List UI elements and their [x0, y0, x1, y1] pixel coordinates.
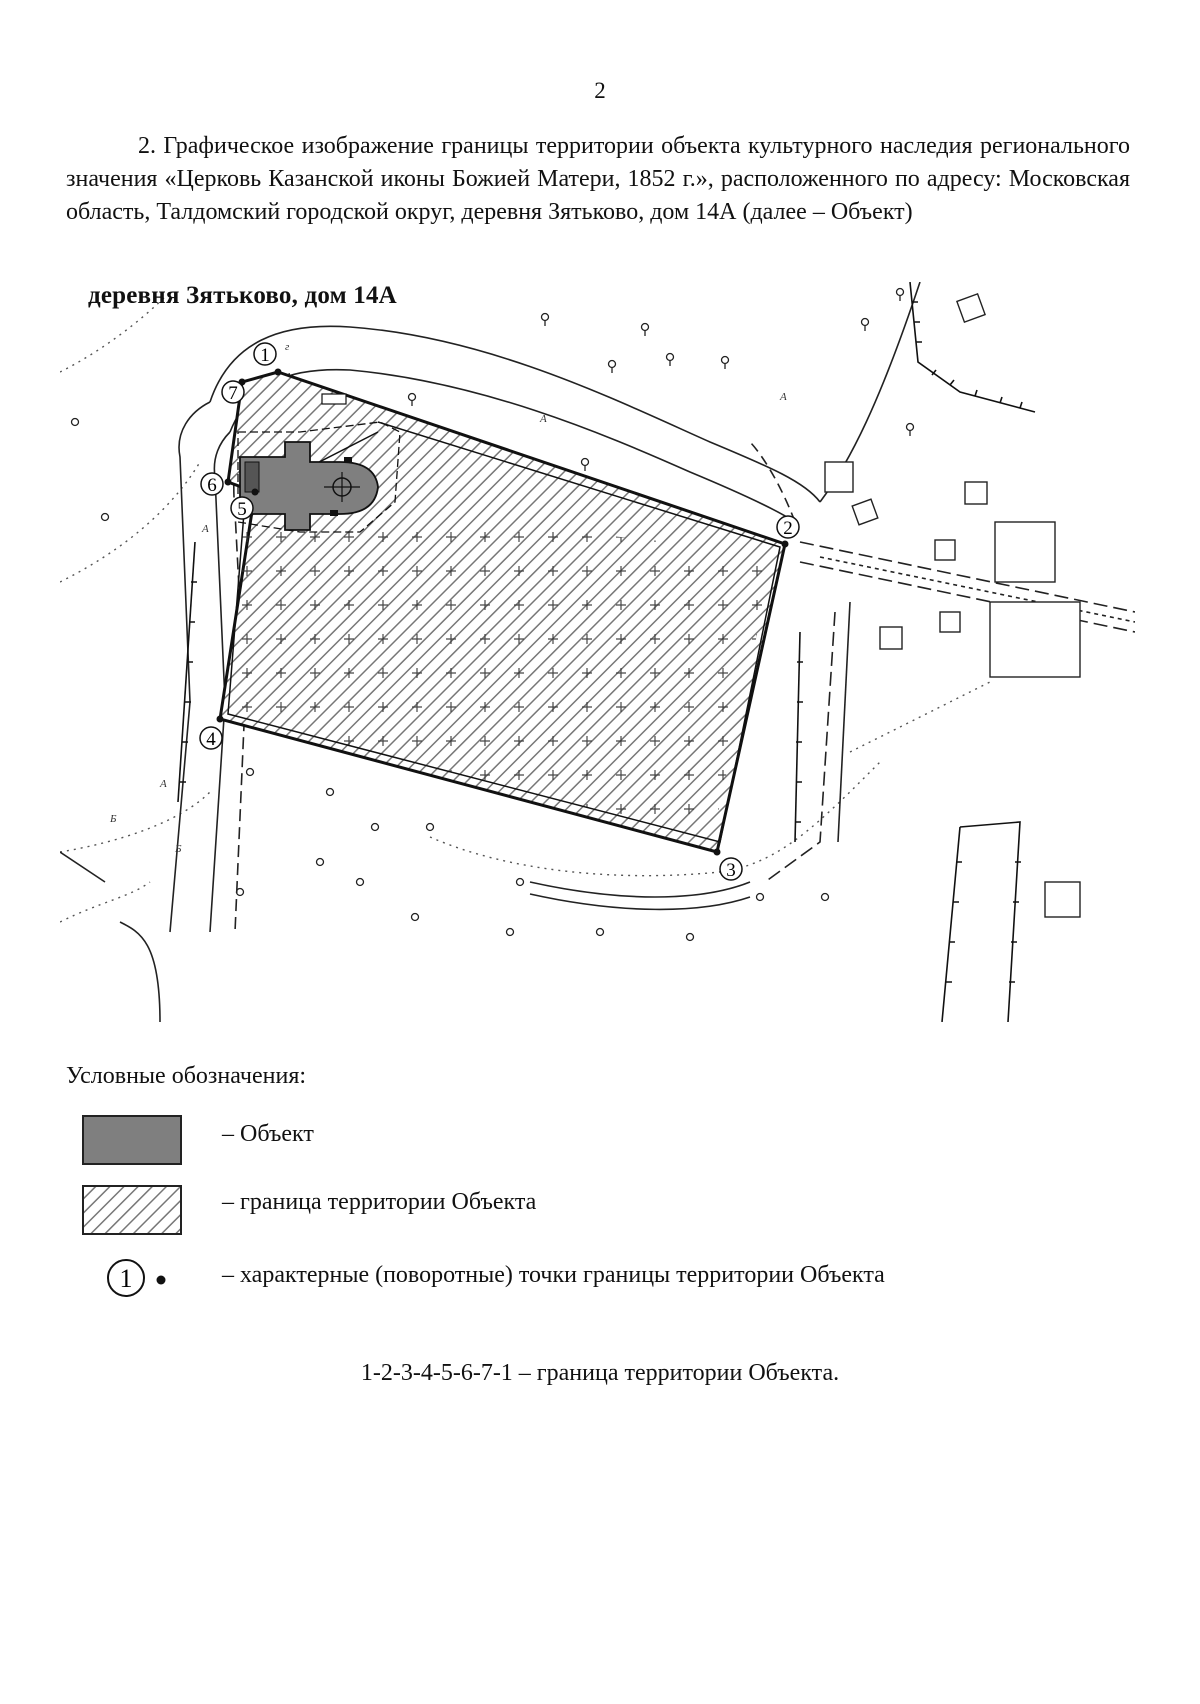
svg-text:А: А: [540, 413, 547, 425]
legend-item-boundary-label: – граница территории Объекта: [222, 1189, 537, 1215]
site-plan-map: [60, 282, 1135, 1022]
svg-text:г: г: [285, 341, 290, 353]
page-number: 2: [594, 78, 606, 103]
svg-text:А: А: [160, 778, 167, 790]
point-number-4: 4: [206, 729, 216, 750]
legend-heading: Условные обозначения:: [66, 1063, 307, 1089]
point-label-5: [231, 497, 253, 520]
point-number-2: 2: [783, 518, 793, 539]
point-label-1: [254, 343, 276, 366]
point-label-2: [777, 516, 799, 539]
point-number-5: 5: [237, 499, 247, 520]
svg-text:А: А: [202, 523, 209, 535]
point-label-3: [720, 858, 742, 881]
boundary-sequence-text: 1-2-3-4-5-6-7-1 – граница территории Объекта.: [360, 1360, 840, 1386]
point-number-1: 1: [260, 345, 270, 366]
svg-text:А: А: [780, 391, 787, 403]
svg-text:Б: Б: [175, 843, 182, 855]
point-label-6: [201, 473, 223, 496]
svg-text:Б: Б: [110, 813, 117, 825]
point-label-7: [222, 381, 244, 404]
map-title: деревня Зятьково, дом 14А: [88, 282, 397, 309]
point-label-4: [200, 727, 222, 750]
hatch-swatch-icon: [82, 1185, 182, 1235]
intro-paragraph: 2. Графическое изображение границы территории объекта культурного наследия регионального значения «Церковь Казанской иконы Божией Матери, 1852 г.», расположенного по адресу: Московская область, Талдомский городской округ, деревня Зятьково, дом 14А (далее – Объект): [66, 133, 1130, 225]
point-number-3: 3: [726, 860, 736, 881]
object-swatch-icon: [82, 1115, 182, 1165]
legend-item-points-label: – характерные (поворотные) точки границы территории Объекта: [222, 1262, 885, 1288]
numbered-point-icon: [106, 1256, 176, 1300]
site-structure-marker: [322, 394, 346, 404]
legend-item-object-label: – Объект: [222, 1121, 314, 1147]
numbered-point-marker: 1: [119, 1264, 133, 1293]
point-number-7: 7: [228, 383, 238, 404]
point-number-6: 6: [207, 475, 217, 496]
